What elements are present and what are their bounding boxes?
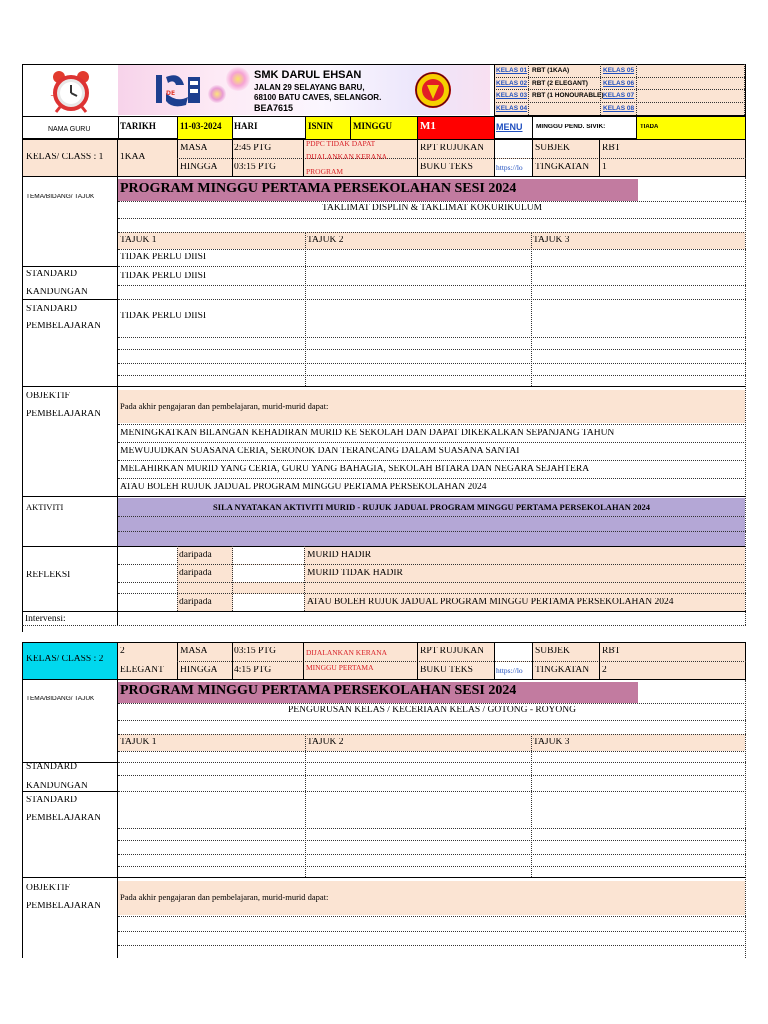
class1-note-line3: PROGRAM — [306, 168, 344, 176]
class1-rpt-value-cell — [495, 140, 532, 158]
class1-note-line2: DIJALANKAN KERANA — [306, 153, 388, 161]
class1-sk-label-2: KANDUNGAN — [26, 288, 88, 297]
class1-refleksi-input-2[interactable] — [118, 565, 176, 582]
class2-program-title: PROGRAM MINGGU PERTAMA PERSEKOLAHAN SESI 2024 — [120, 684, 517, 698]
kelas-01-value: RBT (1KAA) — [532, 67, 570, 74]
kelas-02-value: RBT (2 ELEGANT) — [532, 80, 588, 87]
class2-subjek-label: SUBJEK — [535, 647, 570, 656]
kelas-05-link[interactable]: KELAS 05 — [603, 67, 635, 74]
minggu-value: M1 — [420, 121, 436, 132]
class1-refleksi-input-1[interactable] — [118, 547, 176, 564]
class2-buku-teks-link[interactable]: https://lo — [496, 667, 523, 675]
class1-rpt-label: RPT RUJUKAN — [420, 144, 484, 153]
class1-tajuk1-label: TAJUK 1 — [120, 236, 157, 245]
class1-hingga-label: HINGGA — [180, 163, 218, 172]
class2-tajuk1-label: TAJUK 1 — [120, 738, 157, 747]
class2-hingga-label: HINGGA — [180, 666, 218, 675]
class2-tajuk-row — [118, 734, 745, 751]
class2-kelas-label: KELAS/ CLASS : 2 — [26, 655, 104, 664]
school-code: BEA7615 — [254, 103, 294, 113]
class1-hingga-value: 03:15 PTG — [234, 163, 276, 172]
alarm-clock-icon — [48, 68, 94, 114]
class1-tajuk3-label: TAJUK 3 — [533, 236, 570, 245]
class1-section — [22, 139, 746, 632]
class2-rpt-value-cell — [495, 643, 532, 661]
class1-aktiviti-text: SILA NYATAKAN AKTIVITI MURID - RUJUK JADUAL PROGRAM MINGGU PERTAMA PERSEKOLAHAN 2024 — [213, 503, 650, 512]
class2-section — [22, 642, 746, 958]
school-logo-icon — [154, 71, 202, 109]
class1-daripada-1: daripada — [179, 551, 212, 560]
class1-kelas-value: 1KAA — [120, 153, 146, 162]
class1-kelas-label: KELAS/ CLASS : 1 — [26, 153, 104, 162]
class2-obj-label-2: PEMBELAJARAN — [26, 902, 101, 911]
kelas-08-link[interactable]: KELAS 08 — [603, 105, 635, 112]
class1-refleksi-label: REFLEKSI — [26, 571, 71, 580]
svg-text:~: ~ — [50, 91, 57, 100]
menu-link[interactable]: MENU — [496, 122, 523, 132]
class2-masa-value: 03:15 PTG — [234, 647, 276, 656]
class2-sk-label-2: KANDUNGAN — [26, 782, 88, 791]
class1-sp-label-1: STANDARD — [26, 305, 77, 314]
class2-left-border — [22, 680, 23, 958]
class2-tajuk2-label: TAJUK 2 — [307, 738, 344, 747]
class2-tema-label: TEMA/BIDANG/ TAJUK — [26, 696, 95, 702]
class1-refleksi-input-6[interactable] — [233, 594, 304, 611]
class1-daripada-3: daripada — [179, 598, 212, 607]
header — [22, 64, 746, 139]
class2-rpt-label: RPT RUJUKAN — [420, 647, 484, 656]
class2-note-line2: MINGGU PERTAMA — [306, 664, 374, 672]
class1-obj-label-2: PEMBELAJARAN — [26, 410, 101, 419]
class2-hingga-value: 4:15 PTG — [234, 666, 272, 675]
class1-program-subtitle: TAKLIMAT DISPLIN & TAKLIMAT KOKURIKULUM — [321, 204, 543, 213]
class1-subjek-label: SUBJEK — [535, 144, 570, 153]
class1-note-line1: PDPC TIDAK DAPAT — [306, 140, 376, 148]
class1-tingkatan-value: 1 — [602, 163, 607, 172]
class2-kelas-value-1: 2 — [120, 647, 125, 656]
hari-value: ISNIN — [308, 122, 334, 131]
class1-tingkatan-label: TINGKATAN — [535, 163, 590, 172]
class2-tingkatan-value: 2 — [602, 666, 607, 675]
school-address-line2: 68100 BATU CAVES, SELANGOR. — [254, 93, 382, 102]
class2-buku-label: BUKU TEKS — [420, 666, 473, 675]
class1-masa-label: MASA — [180, 144, 208, 153]
class1-sk-value: TIDAK PERLU DIISI — [120, 272, 207, 281]
kelas-03-value: RBT (1 HONOURABLE) — [532, 92, 604, 99]
kelas-07-link[interactable]: KELAS 07 — [603, 92, 635, 99]
class1-tajuk-row — [118, 232, 745, 249]
class1-left-border — [22, 177, 23, 632]
class2-sp-label-1: STANDARD — [26, 796, 77, 805]
class1-sk-label-1: STANDARD — [26, 270, 77, 279]
class1-objective-1: MENINGKATKAN BILANGAN KEHADIRAN MURID KE SEKOLAH DAN DAPAT DIKEKALKAN SEPANJANG TAHUN — [120, 429, 615, 438]
school-address-line1: JALAN 29 SELAYANG BARU, — [254, 83, 365, 92]
class1-refleksi-input-4[interactable] — [233, 547, 304, 564]
minggu-label: MINGGU — [353, 122, 392, 131]
class1-buku-teks-link[interactable]: https://lo — [496, 164, 523, 172]
class1-tajuk2-label: TAJUK 2 — [307, 236, 344, 245]
class1-obj-intro: Pada akhir pengajaran dan pembelajaran, murid-murid dapat: — [120, 402, 329, 411]
class1-tajuk-value: TIDAK PERLU DIISI — [120, 253, 207, 262]
tarikh-label: TARIKH — [120, 122, 156, 131]
minggu-pend-sivik-label: MINGGU PEND. SIVIK: — [536, 124, 606, 130]
flower-decoration — [226, 67, 250, 91]
kelas-01-link[interactable]: KELAS 01 — [496, 67, 528, 74]
class1-sp-label-2: PEMBELAJARAN — [26, 322, 101, 331]
class1-murid-tidak-hadir: MURID TIDAK HADIR — [307, 569, 403, 578]
flower-decoration — [208, 85, 226, 103]
class2-obj-label-1: OBJEKTIF — [26, 884, 70, 893]
kelas-03-link[interactable]: KELAS 03 — [496, 92, 528, 99]
class2-kelas-value-2: ELEGANT — [120, 666, 164, 675]
class1-refleksi-rujuk: ATAU BOLEH RUJUK JADUAL PROGRAM MINGGU PERTAMA PERSEKOLAHAN 2024 — [307, 598, 674, 607]
class1-refleksi-input-3[interactable] — [118, 594, 176, 611]
minggu-pend-sivik-value: TIADA — [640, 124, 659, 130]
class1-tema-label: TEMA/BIDANG/ TAJUK — [26, 194, 95, 200]
school-banner — [118, 65, 490, 115]
class1-masa-value: 2:45 PTG — [234, 144, 272, 153]
class2-obj-intro: Pada akhir pengajaran dan pembelajaran, murid-murid dapat: — [120, 893, 329, 902]
class2-sk-label-1: STANDARD — [26, 763, 77, 772]
kelas-04-link[interactable]: KELAS 04 — [496, 105, 528, 112]
class2-subjek-value: RBT — [602, 647, 621, 656]
class1-objective-3: MELAHIRKAN MURID YANG CERIA, GURU YANG BAHAGIA, SEKOLAH BITARA DAN NEGARA SEJAHTERA — [120, 465, 590, 474]
school-name: SMK DARUL EHSAN — [254, 69, 362, 81]
class2-masa-label: MASA — [180, 647, 208, 656]
tarikh-value: 11-03-2024 — [180, 122, 222, 131]
nama-guru-label: NAMA GURU — [48, 126, 91, 133]
hari-label: HARI — [234, 122, 258, 131]
class1-buku-label: BUKU TEKS — [420, 163, 473, 172]
class2-note-line1: DIJALANKAN KERANA — [306, 649, 388, 657]
class1-aktiviti-label: AKTIVITI — [26, 503, 64, 512]
kelas-02-link[interactable]: KELAS 02 — [496, 80, 528, 87]
class1-refleksi-input-5[interactable] — [233, 565, 304, 582]
class1-objective-2: MEWUJUDKAN SUASANA CERIA, SERONOK DAN TERANCANG DALAM SUASANA SANTAI — [120, 447, 520, 456]
state-crest-icon — [414, 71, 452, 109]
class2-tingkatan-label: TINGKATAN — [535, 666, 590, 675]
class1-daripada-2: daripada — [179, 569, 212, 578]
class1-murid-hadir: MURID HADIR — [307, 551, 372, 560]
class1-objective-4: ATAU BOLEH RUJUK JADUAL PROGRAM MINGGU PERTAMA PERSEKOLAHAN 2024 — [120, 483, 487, 492]
class1-intervensi-label: Intervensi: — [25, 615, 66, 624]
class1-subjek-value: RBT — [602, 144, 621, 153]
kelas-06-link[interactable]: KELAS 06 — [603, 80, 635, 87]
class2-sp-label-2: PEMBELAJARAN — [26, 814, 101, 823]
svg-text:DE: DE — [166, 90, 176, 97]
class1-right-border — [745, 177, 746, 625]
class1-program-title: PROGRAM MINGGU PERTAMA PERSEKOLAHAN SESI 2024 — [120, 182, 517, 196]
class2-program-subtitle: PENGURUSAN KELAS / KECERIAAN KELAS / GOTONG - ROYONG — [288, 706, 576, 715]
class2-tajuk3-label: TAJUK 3 — [533, 738, 570, 747]
class1-sp-value: TIDAK PERLU DIISI — [120, 312, 207, 321]
class1-obj-label-1: OBJEKTIF — [26, 392, 70, 401]
